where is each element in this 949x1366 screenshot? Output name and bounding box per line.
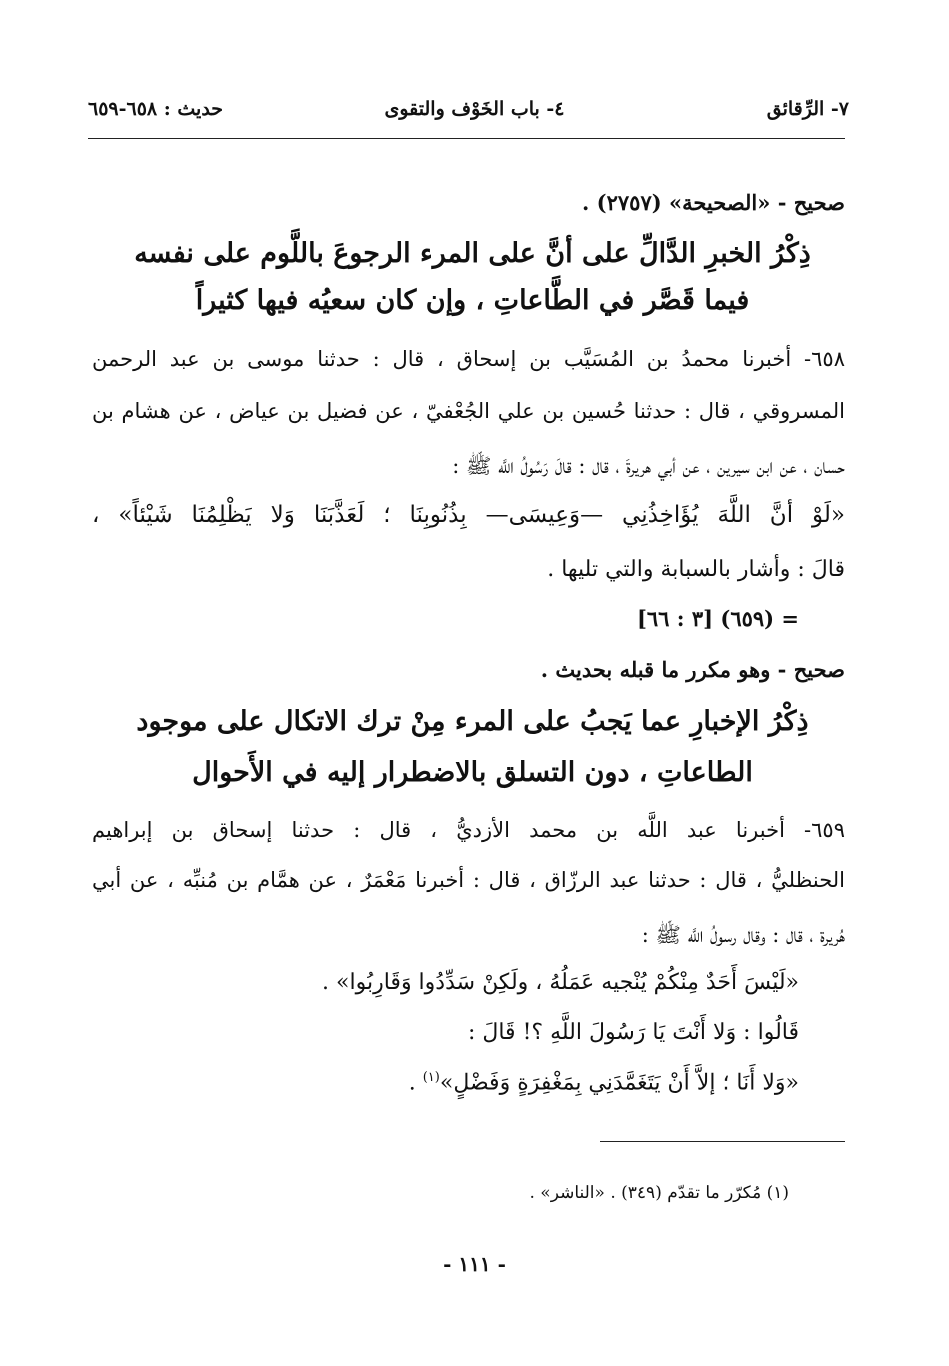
chapter-heading-line: ذِكْرُ الخبرِ الدَّالِّ على أنَّ على المرء الرجوعَ باللَّوم على نفسه [134,238,811,269]
hadith-quote-line: «لَيْسَ أَحَدٌ مِنْكُمْ يُنْجيه عَمَلُهُ ، ولَكِنْ سَدِّدُوا وَقَارِبُوا» . [322,970,799,995]
chapter-heading-line: الطاعاتِ ، دون التسلق بالاضطرار إليه في الأَحوال [192,757,753,788]
header-chapter: ٧- الرِّقائق [766,98,849,120]
chapter-heading-line: فيما قَصَّر في الطَّاعاتِ ، وإن كان سعيُه فيها كثيراً [195,285,750,316]
quote-end-punctuation: . [408,1070,423,1096]
hadith-text-line: ٦٥٨- أخبرنا محمدُ بن المُسَيَّب بن إسحاق ، قال : حدثنا موسى بن عبد الرحمن [92,347,845,371]
hadith-quote-line [409,1070,799,1095]
footnote: (١) مُكرّر ما تقدّم (٣٤٩) . «الناشر» . [529,1183,789,1203]
hadith-text-line: حسان ، عن ابن سيرين ، عن أبي هريرةَ ، قال : قالَ رَسُولُ اللَّه ﷺ : [452,454,845,478]
page-number: - ١١١ - [443,1252,506,1276]
footnote-marker: (١) [422,1070,440,1085]
header-hadith-range: حديث : ٦٥٨-٦٥٩ [88,98,224,120]
header-divider [88,138,845,139]
hadith-text-line: الحنظليُّ ، قال : حدثنا عبد الرزّاق ، قال : أخبرنا مَعْمَرٌ ، عن همَّام بن مُنبِّه ، عن أبي [92,868,845,892]
hadith-text-line: قالَ : وأشار بالسبابة والتي تليها . [547,557,845,582]
footnote-divider [600,1141,845,1142]
grading-line: صحيح - وهو مكرر ما قبله بحديث . [540,657,845,682]
hadith-text-line: هُريرة ، قال : وقال رسولُ اللَّه ﷺ : [641,923,845,947]
hadith-quote-line: «لَوْ أنَّ اللَّهَ يُؤَاخِذُنِي —وَعِيسَى— بِذُنُوبِنَا ؛ لَعَذَّبَنَا وَلا يَظْلِمُنَا شَيْئاً» ، [92,502,845,528]
chapter-heading-line: ذِكْرُ الإخبارِ عما يَجبُ على المرء مِنْ ترك الاتكال على موجود [136,706,809,737]
hadith-text-line: ٦٥٩- أخبرنا عبد اللَّه بن محمد الأزديُّ ، قال : حدثنا إسحاق بن إبراهيم [92,818,845,842]
hadith-text-line: المسروقي ، قال : حدثنا حُسين بن علي الجُعْفيّ ، عن فضيل بن عياض ، عن هشام بن [92,399,845,423]
header-section: ٤- باب الخَوْف والتقوى [384,98,565,120]
grading-line: صحيح - «الصحيحة» (٢٧٥٧) . [582,190,845,215]
hadith-quote-text: «وَلا أَنَا ؛ إلاَّ أَنْ يَتَغَمَّدَنِي بِمَغْفِرَةٍ وَفَضْلٍ» [439,1070,799,1096]
cross-reference: = (٦٥٩) [٣ : ٦٦] [636,606,799,631]
hadith-quote-line: قَالُوا : وَلا أَنْتَ يَا رَسُولَ اللَّهِ ؟! قَالَ : [467,1020,799,1045]
